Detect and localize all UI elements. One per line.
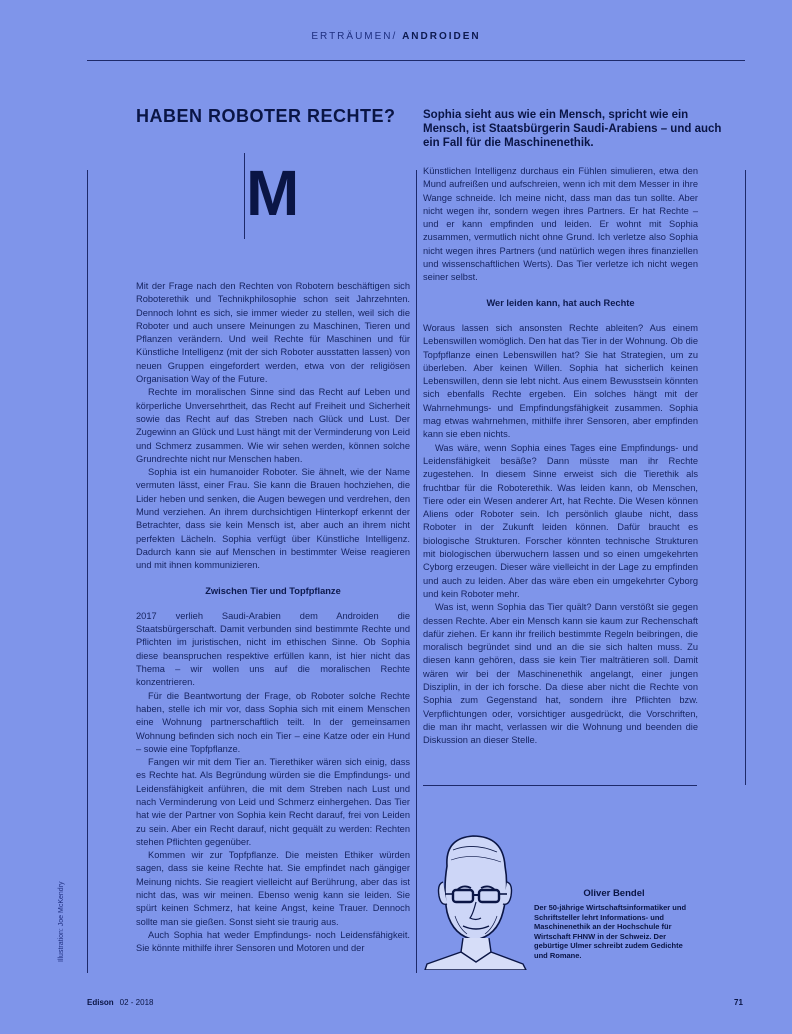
issue-number: 02 - 2018 — [119, 998, 154, 1007]
paragraph: Was ist, wenn Sophia das Tier quält? Dann verstößt sie gegen dessen Rechte. Aber ein Mensch kann sie kaum zur Rechenschaft dafür ziehen. Er kann ihr freilich bestimmte Regeln beibringen, die moralisch begründet sind und an die sie sich halten muss. Zu diesen kann gehören, dass sie kein Tier malträtieren soll. Damit wären wir bei der Maschinenethik angelangt, einer jungen Disziplin, in der ich forsche. Da diese aber nicht die Rechte von Sophia zum Gegenstand hat, sondern ihre Pflichten bzw. Verpflichtungen oder, vorsichtiger ausgedrückt, die Vorschriften, die man ihr macht, verlassen wir die Wohnung und beenden die Diskussion an dieser Stelle. — [423, 602, 698, 746]
author-name: Oliver Bendel — [583, 888, 645, 899]
paragraph: Fangen wir mit dem Tier an. Tierethiker wären sich einig, dass es Rechte hat. Als Begründung würden sie die Empfindungs- und Leidensfähigkeit anführen, die mit dem Streben nach Lust und nach Verminderung von Leid und Schmerz einhergehen. Das Tier hat wie der Partner von Sophia kein Recht darauf, frei von Leiden zu sein. Aber ein Recht darauf, nicht gequält zu werden: Rechten stehen Pflichten gegenüber. — [136, 757, 410, 847]
subheading: Zwischen Tier und Topfpflanze — [205, 585, 341, 596]
article-title: HABEN ROBOTER RECHTE? — [136, 106, 396, 126]
right-margin-rule — [745, 170, 746, 785]
author-bio: Der 50-jährige Wirtschaftsinformatiker und Schriftsteller lehrt Informations- und Maschinenethik an der Hochschule für Wirtschaft FHNW in der Schweiz. Der gebürtige Ulmer schreibt zudem Gedichte und Romane. — [534, 903, 687, 960]
subheading: Wer leiden kann, hat auch Rechte — [486, 297, 635, 308]
section-header: ERTRÄUMEN/ ANDROIDEN — [311, 31, 481, 42]
left-margin-rule — [87, 170, 88, 973]
paragraph: Kommen wir zur Topfpflanze. Die meisten Ethiker würden sagen, dass sie keine Rechte hat. Sie empfindet nach gängiger Meinung nichts. Sie reagiert vielleicht auf Berührung, aber das ist nicht das, was wir meinen. Ebenso wenig kann sie leiden. Sie spürt keinen Schmerz, hat keine Angst, keine Trauer. Dennoch sollte man sie gießen. Sonst sieht sie traurig aus. — [136, 850, 410, 927]
magazine-name: Edison — [87, 998, 114, 1007]
section-label: ERTRÄUMEN — [311, 31, 393, 42]
text-column-right — [423, 165, 698, 747]
author-portrait-illustration — [423, 830, 528, 970]
paragraph: 2017 verlieh Saudi-Arabien dem Androiden die Staatsbürgerschaft. Damit verbunden sind bestimmte Rechte und Pflichten im juristischen, nicht im ethischen Sinne. Ob Sophia diese beanspruchen respektive erfüllen kann, ist hier nicht das Thema – wir wollen uns auf die moralischen Rechte konzentrieren. — [136, 610, 410, 688]
paragraph: Rechte im moralischen Sinne sind das Recht auf Leben und körperliche Unversehrtheit, das Recht auf Freiheit und Sicherheit sowie das Recht auf das Streben nach Glück und Lust. Der Zugewinn an Glück und Lust hängt mit der Verminderung von Leid und Schmerz zusammen. Wie wir sehen werden, können solche Grundrechte nicht nur Menschen haben. — [136, 387, 410, 464]
paragraph: Mit der Frage nach den Rechten von Robotern beschäftigen sich Roboterethik und Technikphilosophie schon seit Jahrzehnten. Dennoch lohnt es sich, sie immer wieder zu stellen, weil sich die Roboter und auch unsere Meinungen zu Maschinen, Tieren und Pflanzen verändern. Und weil Rechte für Maschinen und für Künstliche Intelligenz (mit der sich Roboter ausstatten lassen) von neuen Gruppen eingefordert werden, etwa von der religiösen Organisation Way of the Future. — [136, 281, 410, 385]
paragraph: Woraus lassen sich ansonsten Rechte ableiten? Aus einem Lebenswillen womöglich. Den hat das Tier in der Wohnung. Ob die Topfpflanze einen Lebenswillen hat? Sie hat Strategien, um zu überleben. Aber keinen Willen. Sophia hat sicherlich keinen Lebenswillen, denn sie lebt nicht. Aus einem Bewusstsein könnten sich ebenfalls Rechte ergeben. Ein solches hängt mit der Wahrnehmungs- und Empfindungsfähigkeit zusammen. Sophia mag etwas wahrnehmen, mithilfe ihrer Sensoren, aber empfinden kann sie eben nichts. — [423, 322, 698, 440]
header-divider — [87, 60, 745, 61]
paragraph: Was wäre, wenn Sophia eines Tages eine Empfindungs- und Leidensfähigkeit besäße? Dann müsste man ihr Rechte zugestehen. In diesem Sinne erweist sich die Tierethik als fruchtbar für die Roboterethik. Was leiden kann, ob Menschen, Tiere oder ein Wesen anderer Art, hat Rechte. Die Wesen können Aliens oder Roboter sein. Ich persönlich glaube nicht, dass Roboter in der Zukunft leiden können. Dafür braucht es biologische Strukturen. Forscher könnten technische Strukturen mit biologischen überwuchern lassen und so einen umgekehrten Cyborg erzeugen. Dieser wäre vielleicht in der Lage zu empfinden und auch zu leiden. Aber das wäre eben ein umgekehrter Cyborg und kein Roboter mehr. — [423, 442, 698, 599]
paragraph: Sophia ist ein humanoider Roboter. Sie ähnelt, wie der Name vermuten lässt, einer Frau. Sie kann die Brauen hochziehen, die Lider heben und senken, die Augen bewegen und verdrehen, den Mund verziehen. An ihrem durchsichtigen Hinterkopf erkennt der Betrachter, dass sie kein Mensch ist, aber auch an ihrem nicht perfekten Lächeln. Sophia verfügt über Künstliche Intelligenz. Dadurch kann sie auf Menschen in bestimmter Weise reagieren und mit ihnen kommunizieren. — [136, 467, 410, 571]
footer-magazine — [87, 998, 153, 1007]
article-lead: Sophia sieht aus wie ein Mensch, spricht wie ein Mensch, ist Staatsbürgerin Saudi-Arabiens – und auch ein Fall für die Maschinenethik. — [423, 109, 722, 149]
paragraph: Künstlichen Intelligenz durchaus ein Fühlen simulieren, etwa den Mund aufreißen und aufschreien, wenn ich mit dem Messer in ihre Wange schneide. Ich meine nicht, dass man das tun sollte. Aber nicht wegen ihr, sondern wegen ihres Partners. Er hat Rechte – und er kann empfinden und leiden. Er wohnt mit Sophia zusammen, vermutlich nicht ohne Grund. Ich verletze also Sophia nicht wegen ihres Partners (und natürlich wegen ihres finanziellen und wissenschaftlichen Werts). Das Tier verletze ich nicht wegen seiner selbst. — [423, 166, 698, 283]
topic-label: ANDROIDEN — [402, 31, 481, 42]
paragraph: Für die Beantwortung der Frage, ob Roboter solche Rechte haben, stelle ich mir vor, dass Sophia sich mit einem Menschen eine Wohnung partnerschaftlich teilt. In der gemeinsamen Wohnung befinden sich noch ein Tier – eine Katze oder ein Hund – sowie eine Topfpflanze. — [136, 690, 410, 754]
dropcap-letter: M — [246, 157, 300, 229]
page-number: 71 — [734, 998, 743, 1007]
paragraph: Auch Sophia hat weder Empfindungs- noch Leidensfähigkeit. Sie könnte mithilfe ihrer Sensoren und Motoren und der — [136, 929, 410, 954]
column-divider — [416, 170, 417, 973]
text-column-left — [136, 280, 410, 956]
illustration-credit: Illustration: Joe McKendry — [58, 881, 65, 962]
bio-divider — [423, 785, 697, 786]
